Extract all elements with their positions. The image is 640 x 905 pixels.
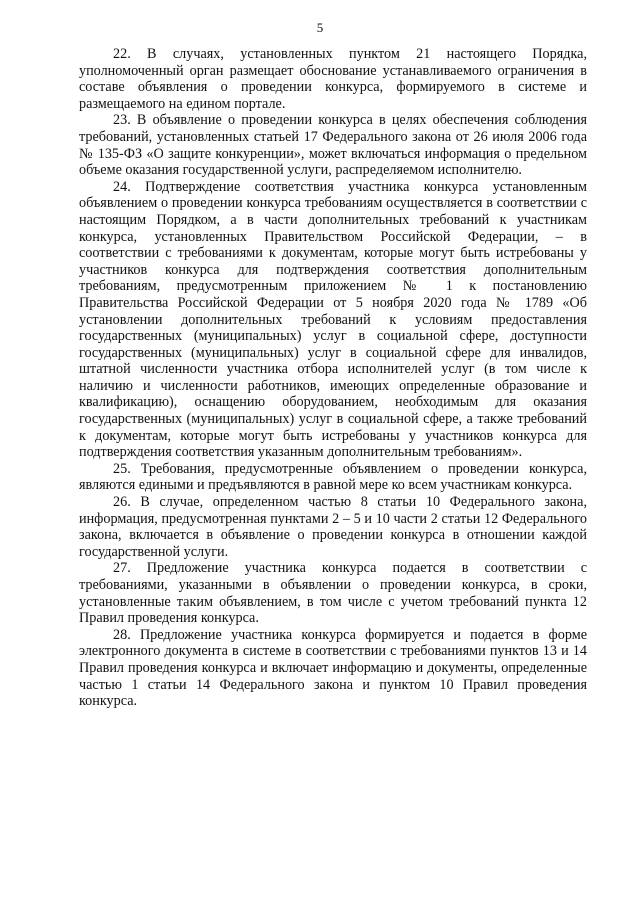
paragraph-24: 24. Подтверждение соответствия участника конкурса установленным объявлением о проведении конкурса требованиям осуществляется в соответствии с настоящим Порядком, а в части дополнительных требований к участникам конкурса, установленных Правительством Российской Федерации, – в соответствии с требованиями к документам, которые могут быть истребованы у участников конкурса для подтверждения соответствия дополнительным требованиям, предусмотренным приложением № 1 к постановлению Правительства Российской Федерации от 5 ноября 2020 года № 1789 «Об установлении дополнительных требований к условиям предоставления государственных (муниципальных) услуг в социальной сфере, доступности государственных (муниципальных) услуг в социальной сфере для инвалидов, штатной численности участника отбора исполнителей услуг (в том числе к наличию и численности работников, имеющих определенные образование и квалификацию), оснащению оборудованием, необходимым для оказания государственных (муниципальных) услуг в социальной сфере, а также требований к документам, которые могут быть истребованы у участников конкурса для подтверждения соответствия указанным дополнительным требованиям». bbox=[79, 178, 587, 461]
paragraph-28: 28. Предложение участника конкурса формируется и подается в форме электронного документа в системе в соответствии с требованиями пунктов 13 и 14 Правил проведения конкурса и включает информацию и документы, определенные частью 1 статьи 14 Федерального закона и пунктом 10 Правил проведения конкурса. bbox=[79, 626, 587, 710]
page-number: 5 bbox=[316, 20, 324, 35]
paragraph-23: 23. В объявление о проведении конкурса в целях обеспечения соблюдения требований, установленных статьей 17 Федерального закона от 26 июля 2006 года № 135-ФЗ «О защите конкуренции», может включаться информация о предельном объеме оказания государственной услуги, распределяемом исполнителю. bbox=[79, 112, 587, 179]
paragraph-27: 27. Предложение участника конкурса подается в соответствии с требованиями, указанными в объявлении о проведении конкурса, в сроки, установленные таким объявлением, в том числе с учетом требований пункта 12 Правил проведения конкурса. bbox=[79, 560, 587, 627]
paragraph-26: 26. В случае, определенном частью 8 статьи 10 Федерального закона, информация, предусмотренная пунктами 2 – 5 и 10 части 2 статьи 12 Федерального закона, включается в объявление о проведении конкурса в отношении каждой государственной услуги. bbox=[79, 494, 587, 560]
paragraph-22: 22. В случаях, установленных пунктом 21 настоящего Порядка, уполномоченный орган размещает обоснование устанавливаемого ограничения в составе объявления о проведении конкурса, формируемого в системе и размещаемого на едином портале. bbox=[79, 46, 587, 112]
document-body bbox=[79, 46, 587, 710]
paragraph-25: 25. Требования, предусмотренные объявлением о проведении конкурса, являются едиными и предъявляются в равной мере ко всем участникам конкурса. bbox=[79, 460, 587, 494]
